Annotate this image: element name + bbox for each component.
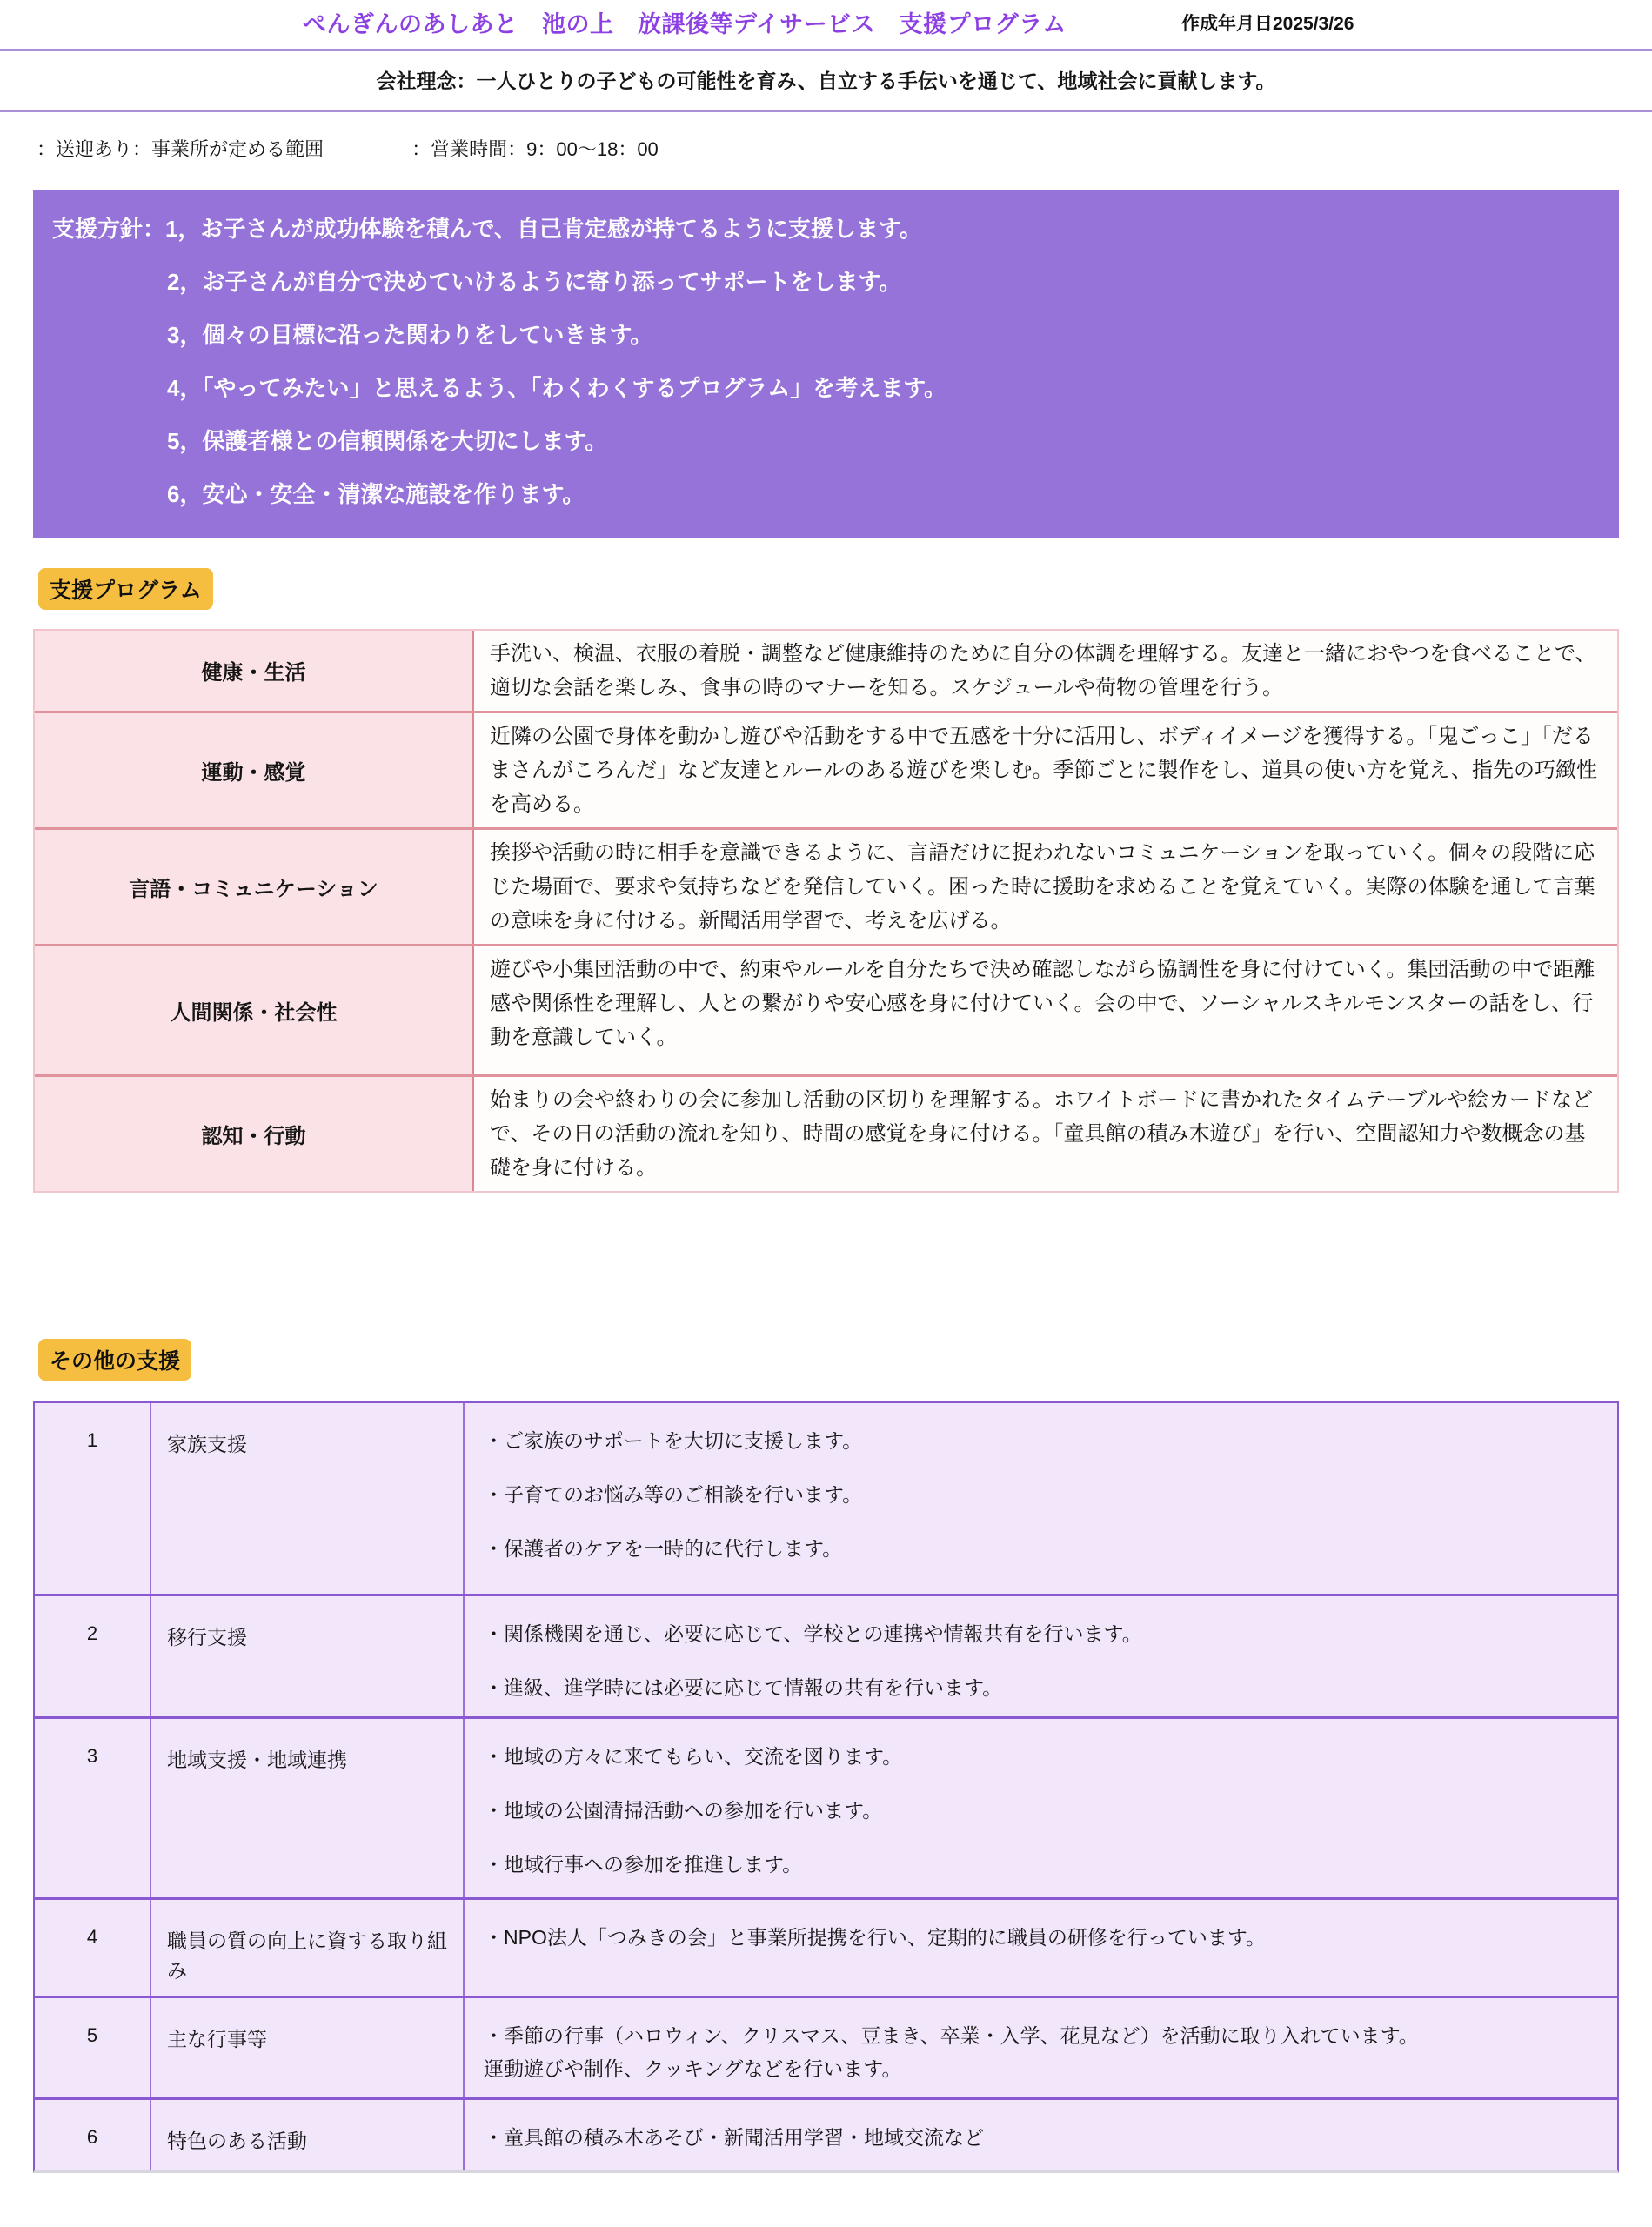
program-category-cognition-behavior: 認知・行動 bbox=[35, 1077, 474, 1191]
bullet-item: ・ご家族のサポートを大切に支援します。 bbox=[484, 1428, 863, 1452]
row-content bbox=[465, 1998, 1617, 2097]
row-category-staff-quality: 職員の質の向上に資する取り組み bbox=[151, 1900, 465, 1996]
pickup-info: ：送迎あり：事業所が定める範囲 bbox=[37, 138, 324, 160]
support-policy-box bbox=[33, 190, 1619, 538]
policy-item-5: 5，保護者様との信頼関係を大切にします。 bbox=[167, 428, 608, 455]
row-content bbox=[465, 1900, 1617, 1996]
row-content bbox=[465, 1403, 1617, 1594]
page-header bbox=[0, 0, 1652, 40]
service-info-line bbox=[37, 135, 1652, 162]
policy-row bbox=[52, 426, 1602, 457]
row-number: 5 bbox=[35, 1998, 151, 2097]
bullet-item: ・子育てのお悩み等のご相談を行います。 bbox=[484, 1482, 863, 1506]
policy-label: 支援方針： bbox=[52, 216, 166, 242]
table-row bbox=[35, 1900, 1617, 1998]
program-description: 挨拶や活動の時に相手を意識できるように、言語だけに捉われないコミュニケーションを取っていく。個々の段階に応じた場面で、要求や気持ちなどを発信していく。困った時に援助を求めることを覚えていく。実際の体験を通して言葉の意味を身に付ける。新聞活用学習で、考えを広げる。 bbox=[474, 830, 1617, 944]
policy-row bbox=[52, 320, 1602, 351]
divider-bottom bbox=[0, 110, 1652, 112]
bullet-item: ・関係機関を通じ、必要に応じて、学校との連携や情報共有を行います。 bbox=[484, 1622, 1142, 1645]
policy-item-1: 1，お子さんが成功体験を積んで、自己肯定感が持てるように支援します。 bbox=[165, 216, 922, 242]
other-support-table bbox=[33, 1401, 1619, 2173]
program-category-health-life: 健康・生活 bbox=[35, 631, 474, 711]
company-philosophy: 会社理念：一人ひとりの子どもの可能性を育み、自立する手伝いを通じて、地域社会に貢献します。 bbox=[376, 70, 1276, 92]
bullet-item: ・季節の行事（ハロウィン、クリスマス、豆まき、卒業・入学、花見など）を活動に取り入れています。運動遊びや制作、クッキングなどを行います。 bbox=[484, 2023, 1419, 2080]
table-row bbox=[35, 1403, 1617, 1596]
table-row bbox=[35, 830, 1617, 946]
table-row bbox=[35, 2100, 1617, 2170]
row-category-community-support: 地域支援・地域連携 bbox=[151, 1719, 465, 1897]
policy-item-2: 2，お子さんが自分で決めていけるように寄り添ってサポートをします。 bbox=[167, 269, 902, 296]
row-category-family-support: 家族支援 bbox=[151, 1403, 465, 1594]
support-program-table bbox=[33, 629, 1619, 1193]
policy-item-4: 4，「やってみたい」と思えるよう、「わくわくするプログラム」を考えます。 bbox=[167, 375, 947, 402]
bullet-item: ・保護者のケアを一時的に代行します。 bbox=[484, 1536, 843, 1560]
bullet-item: ・地域の公園清掃活動への参加を行います。 bbox=[484, 1798, 883, 1822]
policy-item-3: 3，個々の目標に沿った関わりをしていきます。 bbox=[167, 322, 653, 349]
program-description: 遊びや小集団活動の中で、約束やルールを自分たちで決め確認しながら協調性を身に付けていく。集団活動の中で距離感や関係性を理解し、人との繋がりや安心感を身に付けていく。会の中で、ソーシャルスキルモンスターの話をし、行動を意識していく。 bbox=[474, 946, 1617, 1074]
policy-row bbox=[52, 373, 1602, 404]
row-number: 4 bbox=[35, 1900, 151, 1996]
bullet-item: ・NPO法人「つみきの会」と事業所提携を行い、定期的に職員の研修を行っています。 bbox=[484, 1925, 1267, 1949]
policy-row bbox=[52, 214, 1602, 244]
business-hours-info: ：営業時間：9：00〜18：00 bbox=[411, 138, 659, 160]
program-category-relations-social: 人間関係・社会性 bbox=[35, 946, 474, 1074]
section-heading-other-support: その他の支援 bbox=[38, 1339, 191, 1381]
page-title: ぺんぎんのあしあと 池の上 放課後等デイサービス 支援プログラム bbox=[303, 11, 1067, 37]
table-row bbox=[35, 713, 1617, 830]
bullet-item: ・地域の方々に来てもらい、交流を図ります。 bbox=[484, 1744, 903, 1768]
table-row bbox=[35, 631, 1617, 713]
row-number: 1 bbox=[35, 1403, 151, 1594]
row-number: 3 bbox=[35, 1719, 151, 1897]
row-category-main-events: 主な行事等 bbox=[151, 1998, 465, 2097]
program-description: 手洗い、検温、衣服の着脱・調整など健康維持のために自分の体調を理解する。友達と一緒におやつを食べることで、適切な会話を楽しみ、食事の時のマナーを知る。スケジュールや荷物の管理を行う。 bbox=[474, 631, 1617, 711]
row-number: 2 bbox=[35, 1596, 151, 1716]
table-row bbox=[35, 1077, 1617, 1191]
program-category-language-communication: 言語・コミュニケーション bbox=[35, 830, 474, 944]
table-row bbox=[35, 1596, 1617, 1719]
program-category-motion-sense: 運動・感覚 bbox=[35, 713, 474, 827]
row-content bbox=[465, 2100, 1617, 2170]
policy-row bbox=[52, 267, 1602, 298]
table-row bbox=[35, 946, 1617, 1077]
section-heading-support-program: 支援プログラム bbox=[38, 568, 213, 610]
program-description: 始まりの会や終わりの会に参加し活動の区切りを理解する。ホワイトボードに書かれたタイムテーブルや絵カードなどで、その日の活動の流れを知り、時間の感覚を身に付ける。「童具館の積み木遊び」を行い、空間認知力や数概念の基礎を身に付ける。 bbox=[474, 1077, 1617, 1191]
row-number: 6 bbox=[35, 2100, 151, 2170]
table-row bbox=[35, 1998, 1617, 2100]
table-row bbox=[35, 1719, 1617, 1900]
bullet-item: ・童具館の積み木あそび・新聞活用学習・地域交流など bbox=[484, 2125, 984, 2149]
row-category-distinctive-activities: 特色のある活動 bbox=[151, 2100, 465, 2170]
creation-date: 作成年月日2025/3/26 bbox=[1181, 14, 1354, 34]
row-content bbox=[465, 1596, 1617, 1716]
row-category-transition-support: 移行支援 bbox=[151, 1596, 465, 1716]
bullet-item: ・地域行事への参加を推進します。 bbox=[484, 1852, 803, 1876]
divider-top bbox=[0, 49, 1652, 51]
row-content bbox=[465, 1719, 1617, 1897]
policy-item-6: 6，安心・安全・清潔な施設を作ります。 bbox=[167, 481, 585, 508]
bullet-item: ・進級、進学時には必要に応じて情報の共有を行います。 bbox=[484, 1675, 1003, 1699]
policy-row bbox=[52, 479, 1602, 510]
program-description: 近隣の公園で身体を動かし遊びや活動をする中で五感を十分に活用し、ボディイメージを獲得する。「鬼ごっこ」「だるまさんがころんだ」など友達とルールのある遊びを楽しむ。季節ごとに製作をし、道具の使い方を覚え、指先の巧緻性を高める。 bbox=[474, 713, 1617, 827]
